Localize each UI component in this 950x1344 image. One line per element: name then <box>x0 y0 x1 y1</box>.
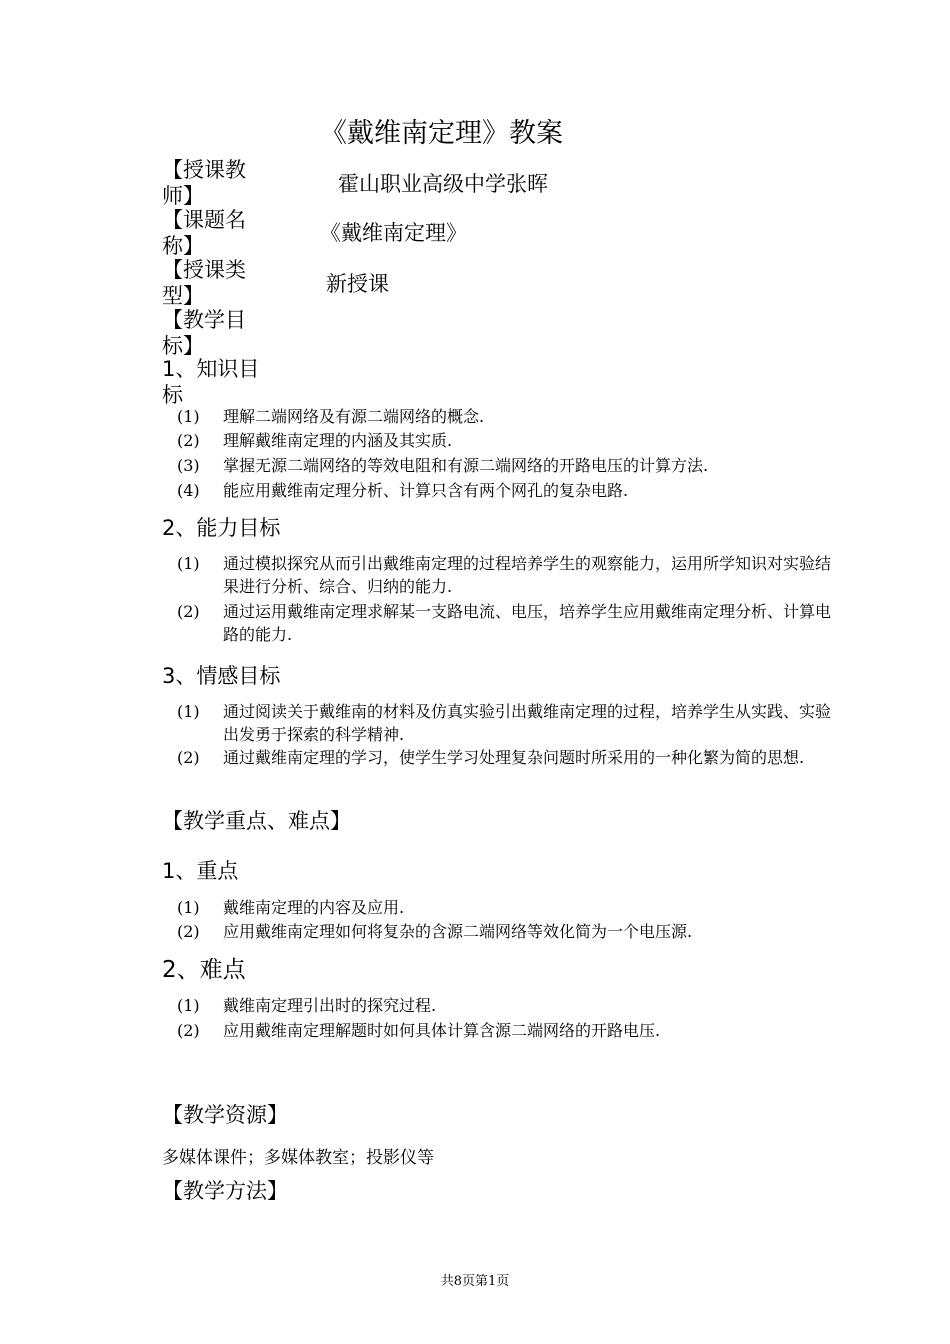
emotion-heading: 3、情感目标 <box>162 664 281 688</box>
objectives-label: 【教学目标】 <box>162 308 246 358</box>
keypoints-heading: 【教学重点、难点】 <box>162 809 351 833</box>
resources-heading: 【教学资源】 <box>162 1103 288 1127</box>
methods-heading: 【教学方法】 <box>162 1179 288 1203</box>
topic-value: 《戴维南定理》 <box>320 221 467 245</box>
page-footer: 共8页第1页 <box>440 1274 510 1289</box>
key-heading: 1、重点 <box>162 859 239 883</box>
ability-heading: 2、能力目标 <box>162 516 281 540</box>
resources-text: 多媒体课件；多媒体教室；投影仪等 <box>162 1148 434 1168</box>
teacher-value: 霍山职业高级中学张晖 <box>338 172 548 196</box>
knowledge-heading: 1、知识目标 <box>162 357 260 407</box>
teacher-label: 【授课教师】 <box>162 158 246 208</box>
type-label: 【授课类型】 <box>162 258 246 308</box>
document-title: 《戴维南定理》教案 <box>320 118 563 149</box>
difficult-heading: 2、难点 <box>162 957 246 983</box>
type-value: 新授课 <box>326 272 389 296</box>
topic-label: 【课题名称】 <box>162 208 246 258</box>
